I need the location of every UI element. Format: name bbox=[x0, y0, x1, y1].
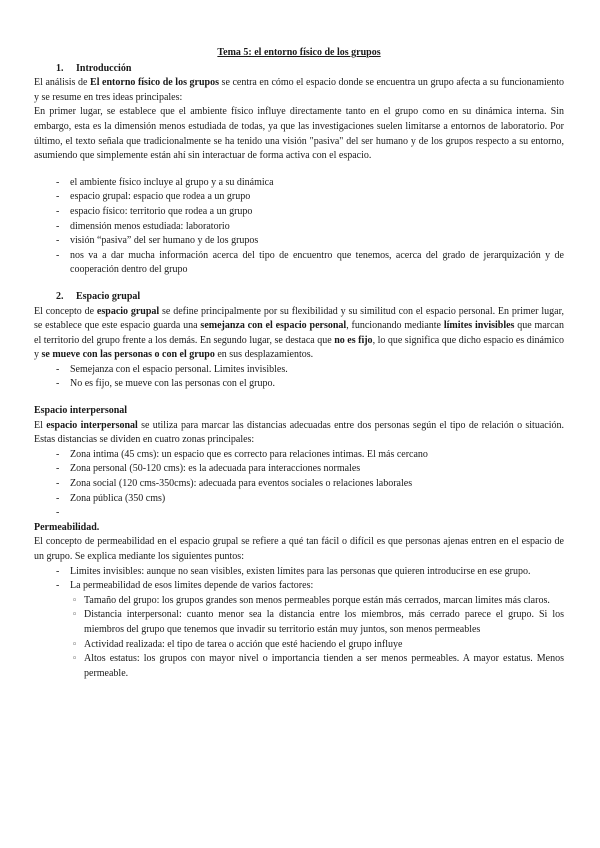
page-title: Tema 5: el entorno físico de los grupos bbox=[217, 47, 381, 58]
list-item: - Zona personal (50-120 cms): es la adecuada para interacciones normales bbox=[34, 462, 564, 477]
list-item: - espacio grupal: espacio que rodea a un grupo bbox=[34, 190, 564, 205]
section-heading-permeabilidad: Permeabilidad. bbox=[34, 521, 100, 533]
zonas-list bbox=[34, 448, 564, 521]
list-item-text: La permeabilidad de esos limites depende de varios factores: bbox=[70, 580, 314, 592]
list-item: - nos va a dar mucha información acerca del tipo de encuentro que tenemos, acerca del grado de jerarquización y de cooperación dentro del grupo bbox=[34, 249, 564, 278]
intro-list bbox=[34, 176, 564, 278]
bold-term: espacio interpersonal bbox=[46, 419, 138, 431]
sub-list-item: ◦ Actividad realizada: el tipo de tarea o acción que esté haciendo el grupo influye bbox=[34, 638, 564, 653]
espacio-interpersonal-paragraph bbox=[34, 419, 564, 448]
text-run: El análisis de bbox=[34, 77, 91, 89]
bold-term: espacio grupal bbox=[96, 305, 160, 317]
list-item: - Zona pública (350 cms) bbox=[34, 492, 564, 507]
text-run: El bbox=[34, 419, 47, 431]
bold-term: no es fijo bbox=[334, 334, 373, 346]
permeabilidad-list bbox=[34, 565, 564, 594]
list-item: - el ambiente físico incluye al grupo y a su dinámica bbox=[34, 176, 564, 191]
intro-paragraph-1 bbox=[34, 76, 564, 105]
text-run: , lo que significa que dicho espacio es dinámico y bbox=[34, 334, 564, 361]
document-page bbox=[34, 46, 564, 681]
list-item: - dimensión menos estudiada: laboratorio bbox=[34, 220, 564, 235]
text-run: El concepto de bbox=[34, 305, 97, 317]
list-item: - Zona intima (45 cms): un espacio que es correcto para relaciones intimas. El más cercano bbox=[34, 448, 564, 463]
list-item: - No es fijo, se mueve con las personas con el grupo. bbox=[34, 377, 564, 392]
sub-list-item: ◦ Distancia interpersonal: cuanto menor sea la distancia entre los miembros, más cerrado parece el grupo. Si los miembros del grupo que tenemos que invadir su territorio están muy juntos, son menos permeables bbox=[34, 608, 564, 637]
espacio-grupal-paragraph bbox=[34, 305, 564, 363]
list-item: - Semejanza con el espacio personal. Limites invisibles. bbox=[34, 363, 564, 378]
section-title: Espacio grupal bbox=[76, 290, 141, 302]
list-item: - espacio físico: territorio que rodea a un grupo bbox=[34, 205, 564, 220]
text-run: se define principalmente por su flexibilidad y su similitud con el espacio personal. En primer lugar, se establece que este espacio guarda una bbox=[34, 305, 564, 332]
factores-list bbox=[34, 594, 564, 682]
section-number: 1. bbox=[56, 62, 64, 74]
list-item: - visión “pasiva” del ser humano y de los grupos bbox=[34, 234, 564, 249]
text-run: se utiliza para marcar las distancias adecuadas entre dos personas según el tipo de relación o situación. Estas distancias se dividen en cuatro zonas principales: bbox=[34, 419, 564, 446]
section-heading-espacio-interpersonal: Espacio interpersonal bbox=[34, 405, 128, 417]
espacio-grupal-list bbox=[34, 363, 564, 392]
sub-list-item: ◦ Altos estatus: los grupos con mayor nivel o importancia tienden a ser menos permeables. A mayor estatus. Menos permeable. bbox=[34, 652, 564, 681]
section-title: Introducción bbox=[76, 62, 132, 74]
bold-term: límites invisibles bbox=[443, 320, 515, 332]
list-item: - Limites invisibles: aunque no sean visibles, existen límites para las personas que quieren introducirse en ese grupo. bbox=[34, 565, 564, 580]
bold-term: se mueve con las personas o con el grupo bbox=[41, 349, 215, 361]
text-run: en sus desplazamientos. bbox=[214, 349, 314, 361]
intro-paragraph-2: En primer lugar, se establece que el ambiente físico influye directamente tanto en el grupo como en su dinámica interna. Sin embargo, esta es la dimensión menos estudiada de todas, ya que las investigaciones suelen limitarse a entornos de laboratorio. Por último, el texto señala que tradicionalmente se ha tenido una visión "pasiva" del ser humano y de los grupos respecto a su entorno, asumiendo que simplemente están ahí sin interactuar de forma activa con el espacio. bbox=[34, 106, 564, 162]
text-run: , funcionando mediante bbox=[346, 320, 444, 332]
bold-term: El entorno físico de los grupos bbox=[90, 77, 219, 89]
list-item-empty bbox=[34, 506, 564, 521]
permeabilidad-paragraph: El concepto de permeabilidad en el espacio grupal se refiere a qué tan fácil o difícil es que personas ajenas entren en el espacio de un grupo. Se explica mediante los siguientes puntos: bbox=[34, 536, 564, 562]
text-run: que marcan el territorio del grupo frente a los demás. En segundo lugar, se destaca que bbox=[34, 320, 564, 346]
section-number: 2. bbox=[56, 290, 64, 302]
sub-list-item: ◦ Tamaño del grupo: los grupos grandes son menos permeables porque están más cerrados, marcan limites más claros. bbox=[34, 594, 564, 609]
list-item: - Zona social (120 cms-350cms): adecuada para eventos sociales o relaciones laborales bbox=[34, 477, 564, 492]
section-heading-espacio-grupal bbox=[56, 290, 564, 305]
list-item bbox=[34, 579, 564, 594]
section-heading-introduccion bbox=[56, 62, 564, 77]
bold-term: semejanza con el espacio personal bbox=[200, 320, 347, 332]
text-run: se centra en cómo el espacio donde se encuentra un grupo afecta a su funcionamiento y se resume en tres ideas principales: bbox=[34, 77, 564, 103]
